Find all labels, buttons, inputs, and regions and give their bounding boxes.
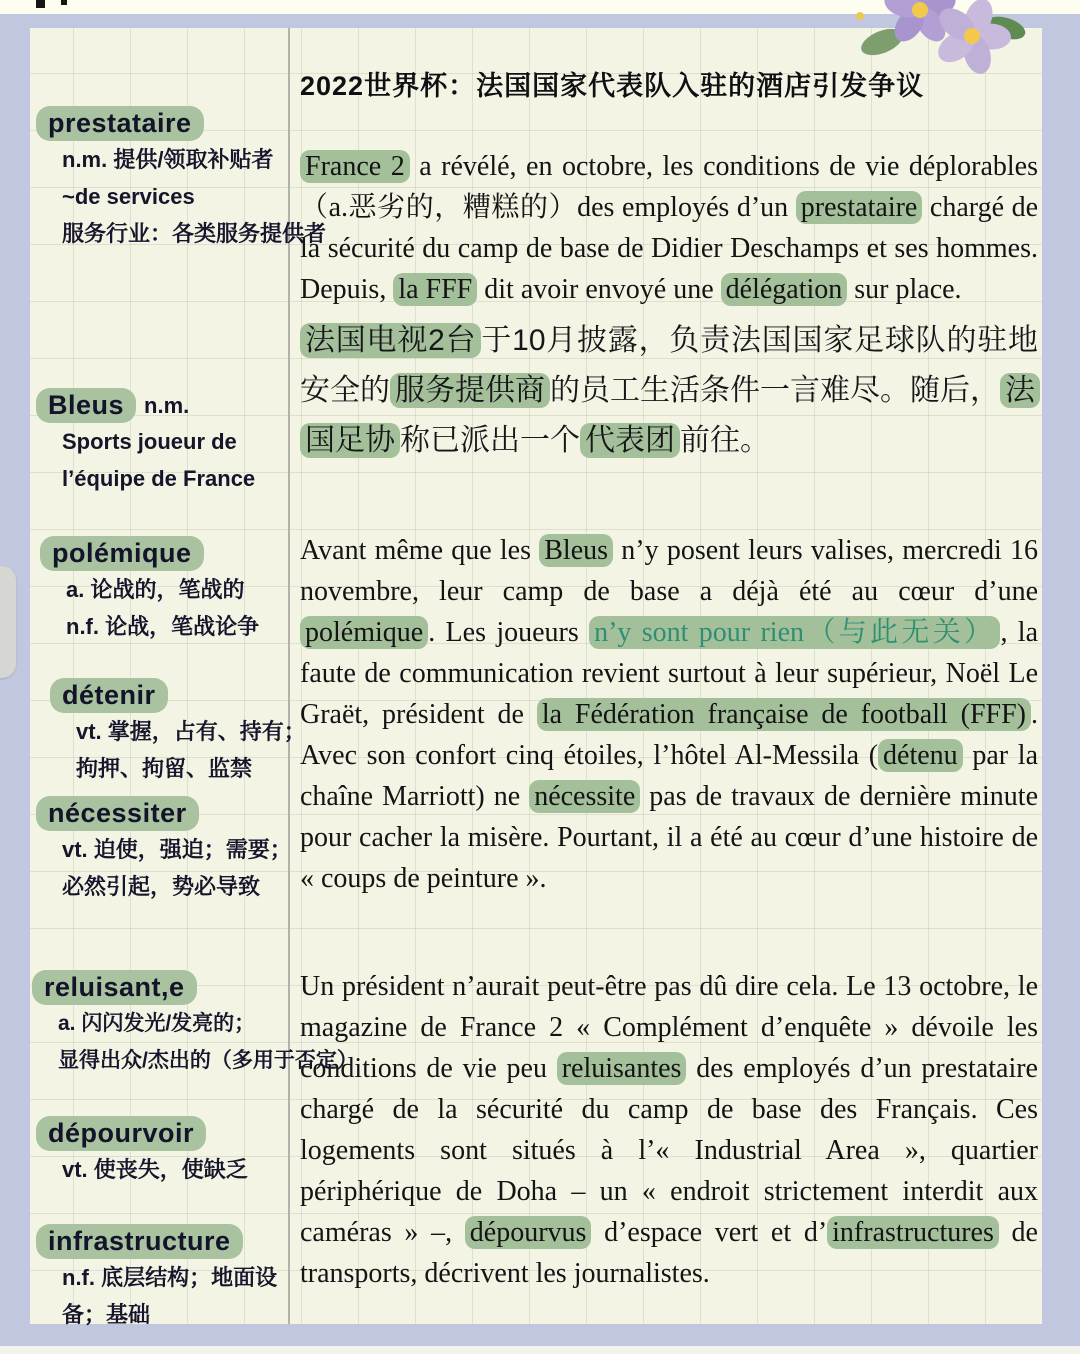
paragraph-2: Avant même que les Bleus n’y posent leurs valises, mercredi 16 novembre, leur camp de base a déjà été au cœur d’une polémique . Les joueurs n’y sont pour rien（与此无关） , la faute de communication revient surtout à leur supérieur, Noël Le Graët, président de la Fédération française de football (FFF) . Avec son confort cinq étoiles, l’hôtel Al-Messila ( détenu par la chaîne Marriott) ne nécessite pas de travaux de dernière minute pour cacher la misère. Pourtant, il a été au cœur d’une histoire de « coups de peinture ». <box>300 535 1038 894</box>
vocab-definition: 显得出众/杰出的（多用于否定） <box>58 1049 358 1072</box>
vocab-entry-polemique <box>40 536 300 645</box>
vocab-definition: l’équipe de France <box>62 466 256 491</box>
vocab-definition: 备；基础 <box>62 1302 151 1327</box>
vocab-definition: ~de services <box>62 184 195 209</box>
vocab-word-highlight: nécessiter <box>36 796 199 831</box>
vocab-definition: vt. 迫使，强迫；需要； <box>62 837 292 862</box>
vocab-entry-bleus <box>36 388 296 497</box>
vocab-entry-reluisant <box>32 970 358 1079</box>
vocab-definition: Sports joueur de <box>62 429 237 454</box>
vocab-definition: 服务行业：各类服务提供者 <box>62 221 327 246</box>
vocab-entry-necessiter <box>36 796 296 905</box>
vocab-pos: n.m. <box>144 392 190 418</box>
vocab-word-highlight: dépourvoir <box>36 1116 206 1151</box>
vocab-entry-depourvoir <box>36 1116 296 1188</box>
vocab-word-highlight: reluisant,e <box>32 970 197 1005</box>
vocab-definition: vt. 使丧失，使缺乏 <box>62 1157 248 1182</box>
vocab-definition: a. 论战的，笔战的 <box>66 577 245 602</box>
cropped-text-mark <box>36 0 45 8</box>
vocab-entry-infrastructure <box>36 1224 296 1333</box>
paragraph-3: Un président n’aurait peut-être pas dû dire cela. Le 13 octobre, le magazine de France 2 « Complément d’enquête » dévoile les conditions de vie peu reluisantes des employés d’un prestataire chargé de la sécurité du camp de base des Français. Ces logements sont situés à l’« Industrial Area », quartier périphérique de Doha – un « endroit strictement interdit aux caméras » –, dépourvus d’espace vert et d’ infrastructures de transports, décrivent les journalistes. <box>300 971 1038 1289</box>
paragraph-1-chinese: 法国电视2台 于10月披露，负责法国国家足球队的驻地安全的 服务提供商 的员工生活条件一言难尽。随后， 法国足协 称已派出一个 代表团 前往。 <box>300 324 1039 457</box>
vocab-word-highlight: polémique <box>40 536 204 571</box>
vocab-definition: n.f. 论战，笔战论争 <box>66 614 260 639</box>
vocab-definition: 拘押、拘留、监禁 <box>76 756 253 781</box>
vocab-word-highlight: prestataire <box>36 106 204 141</box>
vocab-word-highlight: détenir <box>50 678 168 713</box>
vocab-definition: n.m. 提供/领取补贴者 <box>62 147 274 172</box>
bottom-edge-strip <box>0 1346 1080 1354</box>
vocab-word-highlight: infrastructure <box>36 1224 243 1259</box>
cropped-text-mark <box>61 0 67 5</box>
article-title: 2022世界杯：法国国家代表队入驻的酒店引发争议 <box>300 71 925 101</box>
vocab-entry-prestataire <box>36 106 327 252</box>
vocab-entry-detenir <box>50 678 310 787</box>
vocab-word-highlight: Bleus <box>36 388 136 423</box>
vocab-definition: vt. 掌握，占有、持有； <box>76 719 306 744</box>
vocab-definition: a. 闪闪发光/发亮的； <box>58 1012 256 1035</box>
paragraph-1 <box>300 146 1038 466</box>
binder-tab <box>0 566 16 678</box>
vocab-definition: n.f. 底层结构；地面设 <box>62 1265 278 1290</box>
flower-decoration-icon <box>856 0 1028 82</box>
paragraph-1-french: France 2 a révélé, en octobre, les conditions de vie déplorables（a.恶劣的，糟糕的）des employés d’un prestataire chargé de la sécurité du camp de base de Didier Deschamps et ses hommes. Depuis, la FFF dit avoir envoyé une délégation sur place. <box>300 151 1039 305</box>
vocab-definition: 必然引起，势必导致 <box>62 874 261 899</box>
